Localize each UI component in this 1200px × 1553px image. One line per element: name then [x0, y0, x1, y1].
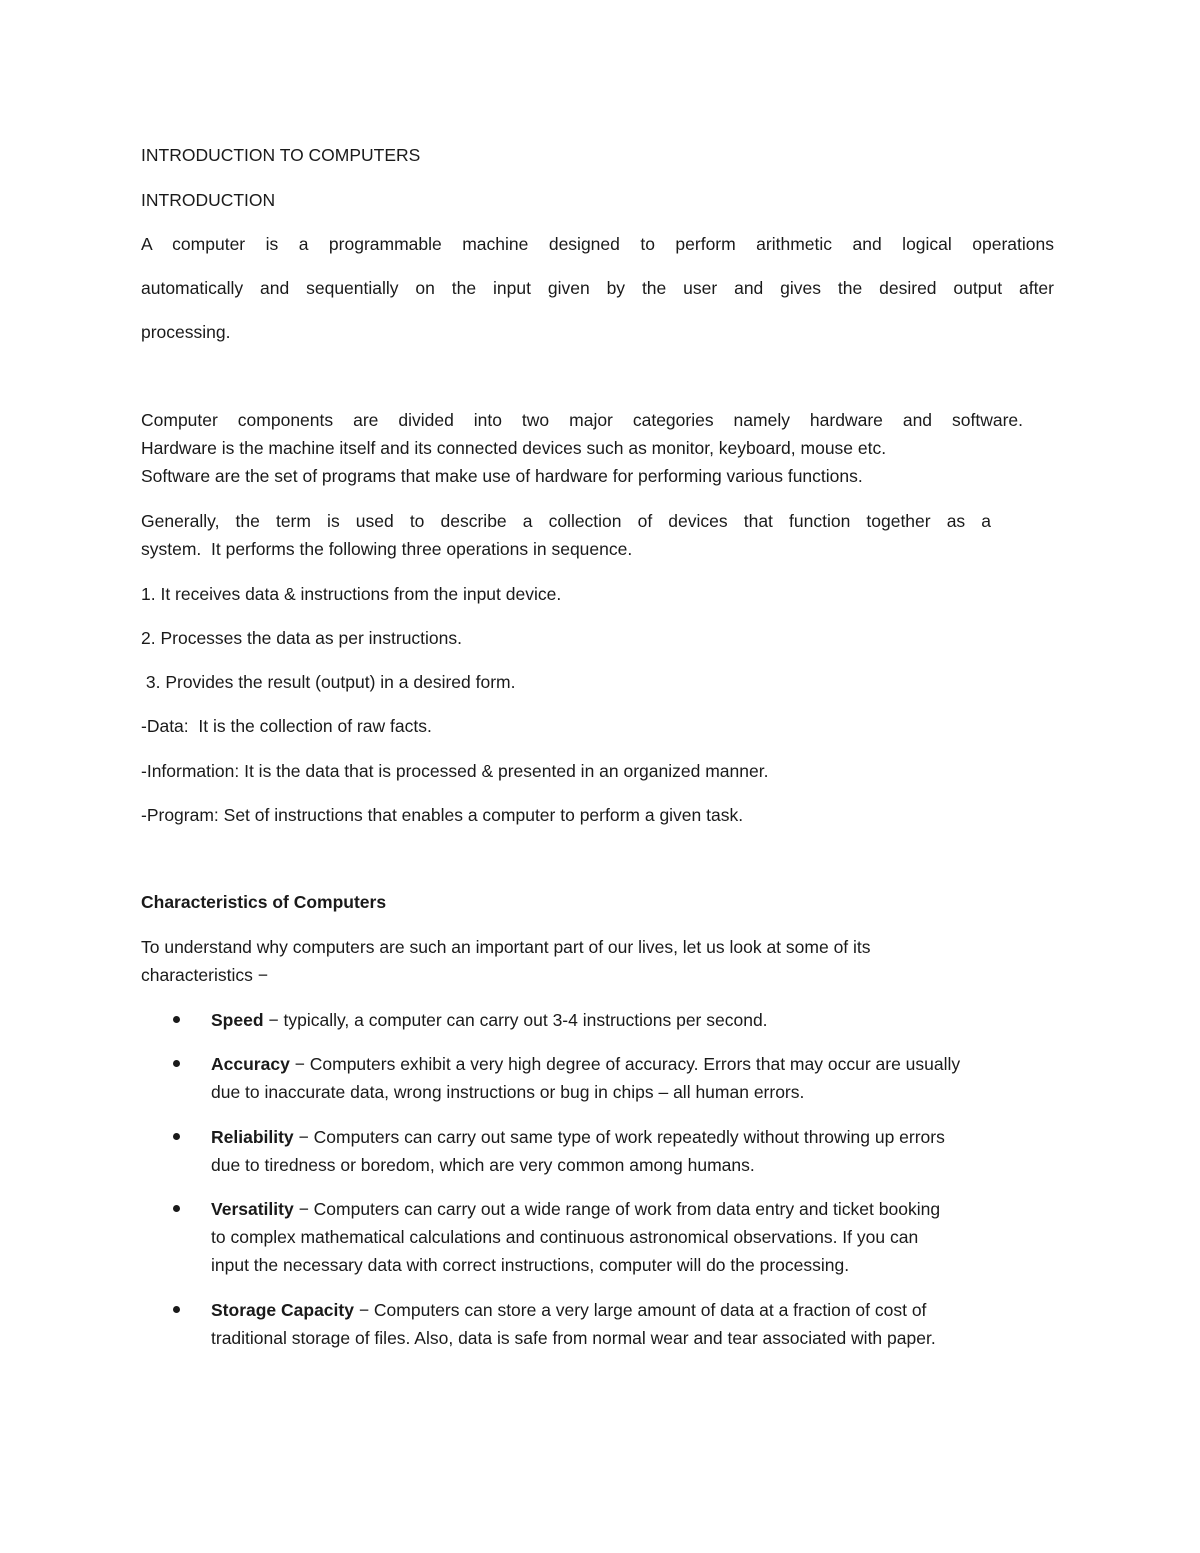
paragraph-line: To understand why computers are such an important part of our lives, let us look at some of its — [141, 937, 871, 957]
term-label: Speed — [211, 1010, 264, 1030]
term-label: Accuracy — [211, 1054, 290, 1074]
document-title: INTRODUCTION TO COMPUTERS — [141, 145, 421, 165]
paragraph-line: A computer is a programmable machine designed to perform arithmetic and logical operations — [141, 234, 1054, 254]
list-item-continuation: to complex mathematical calculations and continuous astronomical observations. If you can — [211, 1227, 919, 1247]
paragraph-line: system. It performs the following three operations in sequence. — [141, 539, 633, 559]
term-label: Storage Capacity — [211, 1300, 354, 1320]
term-description: − Computers can store a very large amount of data at a fraction of cost of — [353, 1300, 927, 1320]
paragraph-line: Software are the set of programs that make use of hardware for performing various functions. — [141, 466, 863, 486]
bullet-icon — [173, 1133, 180, 1140]
definition-item: -Program: Set of instructions that enables a computer to perform a given task. — [141, 805, 744, 825]
term-description: − Computers can carry out a wide range of work from data entry and ticket booking — [293, 1199, 941, 1219]
paragraph-line: Hardware is the machine itself and its connected devices such as monitor, keyboard, mouse etc. — [141, 438, 887, 458]
section-heading-characteristics: Characteristics of Computers — [141, 892, 387, 912]
list-item-continuation: traditional storage of files. Also, data is safe from normal wear and tear associated with paper. — [211, 1328, 936, 1348]
list-item — [211, 1052, 960, 1076]
term-description: − Computers can carry out same type of work repeatedly without throwing up errors — [293, 1127, 945, 1147]
definition-item: -Data: It is the collection of raw facts. — [141, 716, 432, 736]
step-item: 3. Provides the result (output) in a desired form. — [141, 672, 516, 692]
list-item-continuation: due to inaccurate data, wrong instructions or bug in chips – all human errors. — [211, 1082, 805, 1102]
step-item: 2. Processes the data as per instructions. — [141, 628, 462, 648]
list-item — [211, 1298, 926, 1322]
list-item-continuation: input the necessary data with correct instructions, computer will do the processing. — [211, 1255, 850, 1275]
bullet-icon — [173, 1060, 180, 1067]
list-item — [211, 1125, 945, 1149]
term-description: − typically, a computer can carry out 3-4 instructions per second. — [263, 1010, 768, 1030]
paragraph-line: characteristics − — [141, 965, 268, 985]
bullet-icon — [173, 1205, 180, 1212]
definition-item: -Information: It is the data that is processed & presented in an organized manner. — [141, 761, 769, 781]
bullet-icon — [173, 1016, 180, 1023]
list-item-continuation: due to tiredness or boredom, which are very common among humans. — [211, 1155, 755, 1175]
paragraph-line: automatically and sequentially on the input given by the user and gives the desired output after — [141, 278, 1054, 298]
paragraph-line: processing. — [141, 322, 231, 342]
section-heading-introduction: INTRODUCTION — [141, 190, 276, 210]
term-label: Reliability — [211, 1127, 294, 1147]
term-label: Versatility — [211, 1199, 294, 1219]
list-item — [211, 1197, 940, 1221]
list-item — [211, 1008, 768, 1032]
step-item: 1. It receives data & instructions from the input device. — [141, 584, 562, 604]
term-description: − Computers exhibit a very high degree of accuracy. Errors that may occur are usually — [289, 1054, 961, 1074]
paragraph-line: Computer components are divided into two major categories namely hardware and software. — [141, 410, 1023, 430]
bullet-icon — [173, 1306, 180, 1313]
paragraph-line: Generally, the term is used to describe a collection of devices that function together as a — [141, 511, 991, 531]
